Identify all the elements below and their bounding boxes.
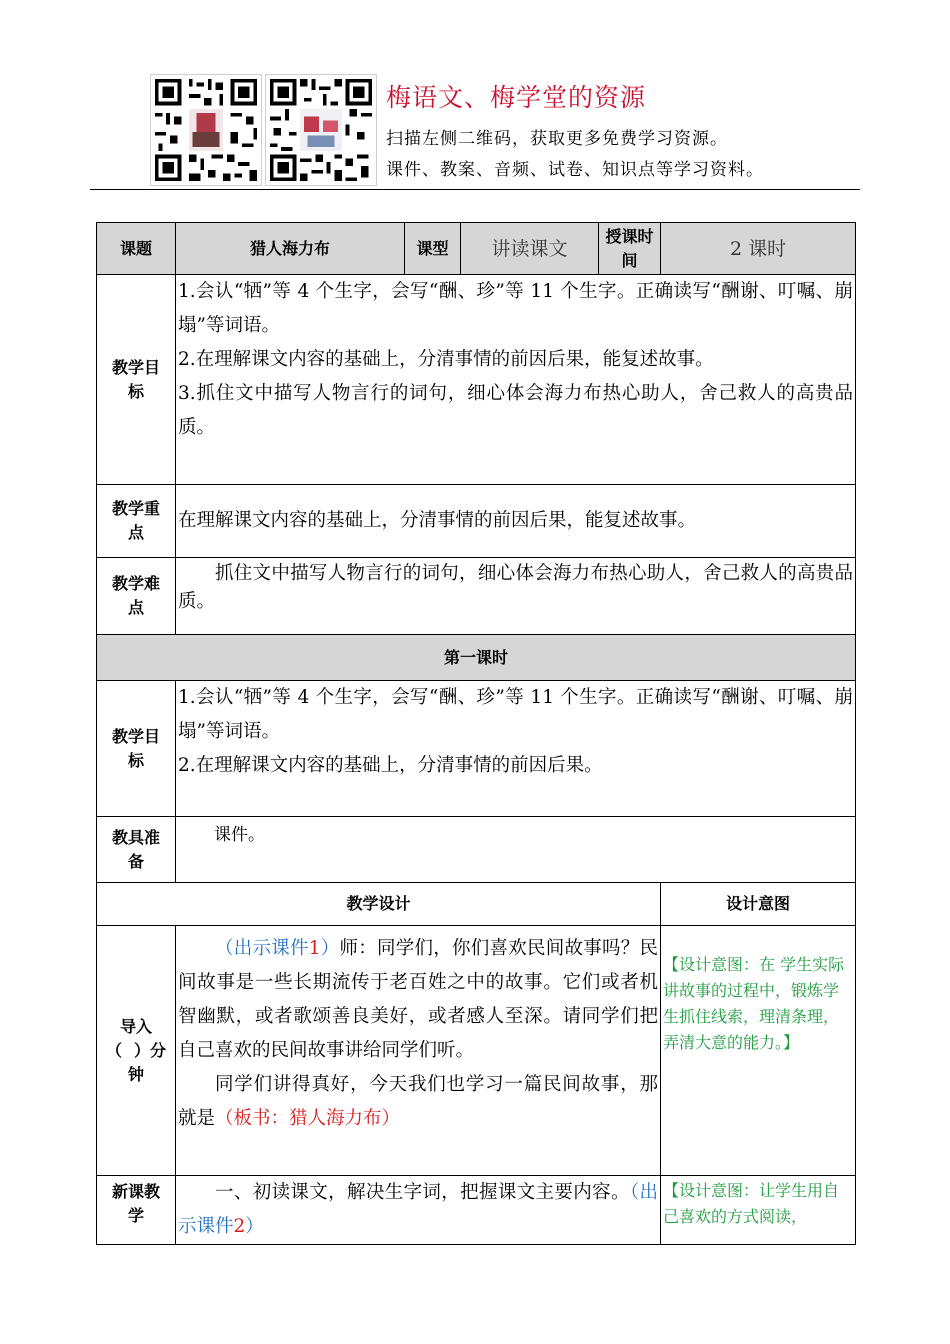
topic-label: 课题: [97, 223, 176, 275]
intro-label-duration: [97, 1039, 175, 1063]
difficult-point-label: 教学难点: [97, 558, 176, 635]
intro-row: [97, 926, 856, 1176]
qr-code-right: [265, 74, 377, 186]
intro-cell: [176, 926, 661, 1176]
session-goal-item: 1.会认“牺”等 4 个生字，会写“酬、珍”等 11 个生字。正确读写“酬谢、叮嘱、崩塌”等词语。: [178, 687, 854, 742]
tools-label: 教具准备: [97, 817, 176, 883]
qr-code-left: [150, 74, 262, 186]
goals-cell: [176, 275, 856, 485]
intro-label: [97, 926, 176, 1176]
type-label: 课型: [405, 223, 461, 275]
intro-label-paren-open: （: [105, 1040, 122, 1060]
session-goals-cell: [176, 681, 856, 817]
brand-tagline-1: 扫描左侧二维码，获取更多免费学习资源。: [386, 129, 728, 149]
session-title-row: [97, 635, 856, 681]
goals-row: [97, 275, 856, 485]
tools-row: [97, 817, 856, 883]
brand-title: 梅语文、梅学堂的资源: [386, 83, 647, 112]
design-header-row: [97, 883, 856, 926]
show-courseware-1: （出示课件1）: [215, 938, 340, 959]
intro-paragraph-2: 同学们讲得真好，今天我们也学习一篇民间故事，那就是: [178, 1074, 658, 1129]
hours-label: 授课时间: [599, 223, 661, 275]
difficult-point-text: 抓住文中描写人物言行的词句，细心体会海力布热心助人，舍己救人的高贵品质。: [178, 563, 854, 612]
design-header: 教学设计: [97, 883, 661, 926]
show-courseware-2: （出示课件2）: [178, 1182, 658, 1237]
title-row: [97, 223, 856, 275]
session-goal-item: 2.在理解课文内容的基础上，分清事情的前因后果。: [178, 755, 603, 776]
lesson-plan-table: [96, 222, 856, 1245]
intent-header: 设计意图: [661, 883, 856, 926]
new-lesson-text: 一、初读课文，解决生字词，把握课文主要内容。: [215, 1182, 630, 1203]
topic-value: 猎人海力布: [176, 223, 405, 275]
new-lesson-cell: [176, 1176, 661, 1245]
new-lesson-label: 新课教学: [97, 1176, 176, 1245]
intro-intent-cell: [661, 926, 856, 1176]
type-value: 讲读课文: [461, 223, 599, 275]
key-point-label: 教学重点: [97, 485, 176, 558]
key-point-text: 在理解课文内容的基础上，分清事情的前因后果，能复述故事。: [178, 510, 697, 531]
new-lesson-row: [97, 1176, 856, 1245]
goals-label: 教学目标: [97, 275, 176, 485]
goal-item: 2.在理解课文内容的基础上，分清事情的前因后果，能复述故事。: [178, 349, 714, 370]
new-lesson-intent-text: 【设计意图：让学生用自己喜欢的方式阅读，: [663, 1181, 840, 1226]
intro-intent-text: 【设计意图：在 学生实际讲故事的过程中，锻炼学生抓住线索，理清条理，弄清大意的能力。】: [663, 955, 845, 1052]
intro-paragraph-1: 师：同学们，你们喜欢民间故事吗？民间故事是一些长期流传于老百姓之中的故事。它们或者机智幽默，或者歌颂善良美好，或者感人至深。请同学们把自己喜欢的民间故事讲给同学们听。: [178, 938, 658, 1061]
goal-item: 1.会认“牺”等 4 个生字，会写“酬、珍”等 11 个生字。正确读写“酬谢、叮嘱、崩塌”等词语。: [178, 281, 854, 336]
tools-cell: [176, 817, 856, 883]
goal-item: 3.抓住文中描写人物言行的词句，细心体会海力布热心助人，舍己救人的高贵品质。: [178, 383, 854, 438]
hours-value: 2 课时: [661, 223, 856, 275]
key-point-row: [97, 485, 856, 558]
new-lesson-intent-cell: [661, 1176, 856, 1245]
header-divider: [90, 189, 860, 190]
session-goals-row: [97, 681, 856, 817]
intro-label-main: 导入: [119, 1016, 152, 1036]
difficult-point-cell: [176, 558, 856, 635]
difficult-point-row: [97, 558, 856, 635]
intro-label-minute: 钟: [127, 1064, 144, 1084]
board-note: （板书：猎人海力布）: [215, 1108, 401, 1129]
key-point-cell: [176, 485, 856, 558]
brand-tagline-2: 课件、教案、音频、试卷、知识点等学习资料。: [386, 160, 764, 180]
session-goals-label: 教学目标: [97, 681, 176, 817]
intro-label-paren-close: ）分: [134, 1040, 167, 1060]
session-title: 第一课时: [97, 635, 856, 681]
tools-text: 课件。: [214, 825, 265, 845]
